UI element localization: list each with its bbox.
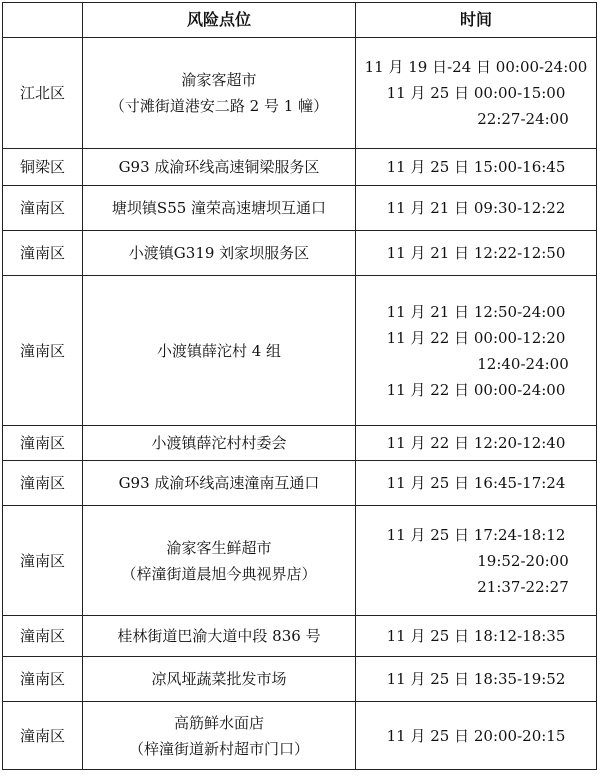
place-cell	[83, 702, 356, 770]
place-line: G93 成渝环线高速潼南互通口	[118, 474, 320, 492]
header-place: 风险点位	[83, 3, 356, 38]
place-cell	[83, 186, 356, 231]
table-body	[3, 38, 597, 770]
district-cell: 潼南区	[3, 702, 83, 770]
district-cell: 江北区	[3, 38, 83, 149]
place-line: 小渡镇薛沱村 4 组	[156, 341, 282, 360]
district-cell: 潼南区	[3, 461, 83, 506]
time-line: 11 月 25 日 15:00-16:45	[386, 158, 566, 176]
time-cell	[356, 506, 597, 616]
time-line: 11 月 25 日 18:35-19:52	[386, 670, 566, 688]
time-cell	[356, 149, 597, 186]
time-cell	[356, 426, 597, 461]
place-line: 小渡镇G319 刘家坝服务区	[128, 244, 310, 262]
district-cell: 潼南区	[3, 231, 83, 276]
time-line: 11 月 21 日 09:30-12:22	[386, 199, 566, 217]
time-cell	[356, 702, 597, 770]
place-line: （梓潼街道新村超市门口）	[128, 739, 309, 758]
time-line: 11 月 25 日 17:24-18:12	[386, 525, 566, 544]
time-cell	[356, 657, 597, 702]
district-cell: 潼南区	[3, 657, 83, 702]
district-cell: 潼南区	[3, 426, 83, 461]
table-row	[3, 276, 597, 426]
time-cell	[356, 461, 597, 506]
time-cell	[356, 616, 597, 657]
place-cell	[83, 426, 356, 461]
table-row	[3, 657, 597, 702]
district-cell: 潼南区	[3, 276, 83, 426]
place-line: 塘坝镇S55 潼荣高速塘坝互通口	[111, 199, 327, 217]
place-line: 凉风垭蔬菜批发市场	[151, 670, 287, 688]
header-row	[3, 3, 597, 38]
place-line: G93 成渝环线高速铜梁服务区	[118, 158, 320, 176]
table-row	[3, 616, 597, 657]
place-line: （梓潼街道晨旭今典视界店）	[121, 564, 317, 583]
time-line: 12:40-24:00	[477, 354, 569, 373]
table-row	[3, 186, 597, 231]
time-line: 11 月 25 日 18:12-18:35	[386, 627, 566, 645]
time-line: 11 月 21 日 12:22-12:50	[386, 244, 566, 262]
table-row	[3, 426, 597, 461]
district-cell: 潼南区	[3, 616, 83, 657]
time-line: 11 月 19 日-24 日 00:00-24:00	[364, 58, 588, 76]
time-line: 11 月 22 日 12:20-12:40	[386, 434, 566, 452]
place-line: （寸滩街道港安二路 2 号 1 幢）	[109, 97, 329, 115]
table-row	[3, 506, 597, 616]
place-cell	[83, 506, 356, 616]
place-cell	[83, 149, 356, 186]
time-line: 19:52-20:00	[477, 551, 569, 570]
header-time: 时间	[356, 3, 597, 38]
table-row	[3, 702, 597, 770]
risk-locations-table	[2, 2, 597, 770]
table-row	[3, 231, 597, 276]
place-cell	[83, 657, 356, 702]
place-line: 桂林街道巴渝大道中段 836 号	[117, 627, 321, 645]
time-line: 22:27-24:00	[477, 110, 569, 128]
time-cell	[356, 231, 597, 276]
place-cell	[83, 38, 356, 149]
place-cell	[83, 461, 356, 506]
table-row	[3, 38, 597, 149]
header-district	[3, 3, 83, 38]
place-cell	[83, 231, 356, 276]
place-line: 高筋鲜水面店	[173, 713, 264, 732]
district-cell: 潼南区	[3, 506, 83, 616]
time-line: 11 月 21 日 12:50-24:00	[386, 302, 566, 321]
time-line: 11 月 25 日 20:00-20:15	[386, 726, 566, 745]
time-cell	[356, 38, 597, 149]
time-cell	[356, 186, 597, 231]
time-cell	[356, 276, 597, 426]
table-row	[3, 149, 597, 186]
table-row	[3, 461, 597, 506]
district-cell: 潼南区	[3, 186, 83, 231]
place-line: 渝家客生鲜超市	[166, 538, 272, 557]
place-line: 小渡镇薛沱村村委会	[151, 434, 287, 452]
time-line: 11 月 22 日 00:00-24:00	[386, 380, 566, 399]
time-line: 11 月 25 日 00:00-15:00	[386, 84, 566, 102]
place-line: 渝家客超市	[181, 71, 257, 89]
time-line: 11 月 25 日 16:45-17:24	[386, 474, 566, 492]
place-cell	[83, 616, 356, 657]
district-cell: 铜梁区	[3, 149, 83, 186]
place-cell	[83, 276, 356, 426]
time-line: 21:37-22:27	[477, 577, 569, 596]
time-line: 11 月 22 日 00:00-12:20	[386, 328, 566, 347]
